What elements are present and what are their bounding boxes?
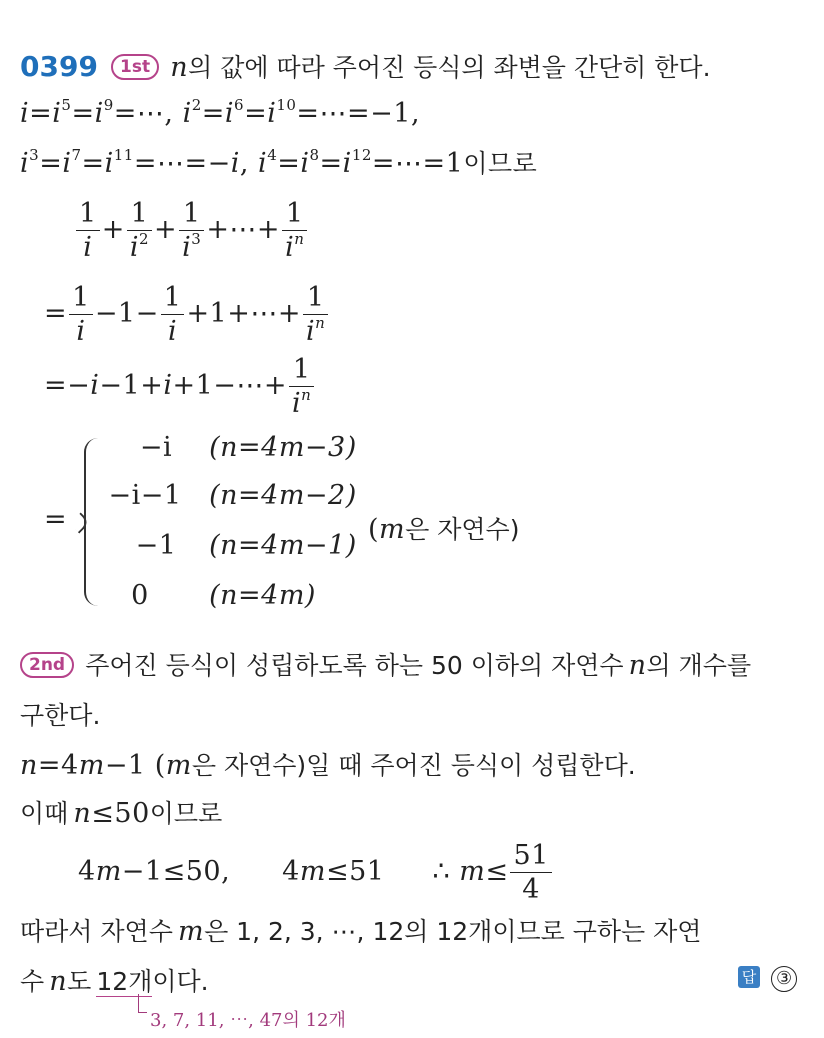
case-row-3: −1 (n=4m−1) bbox=[135, 530, 357, 561]
step1-badge: 1st bbox=[111, 54, 159, 80]
step1-text: 의 값에 따라 주어진 등식의 좌변을 간단히 한다. bbox=[188, 53, 711, 82]
condition-line: n=4m−1 (m은 자연수)일 때 주어진 등식이 성립한다. bbox=[20, 750, 636, 781]
note-pointer bbox=[138, 994, 147, 1013]
imeuro-text: 이므로 bbox=[463, 149, 538, 178]
sum-step-1: = $\frac{1}{i}$ −1− $\frac{1}{i}$ +1+⋯+ $\frac{1}{i^n}$ bbox=[44, 284, 330, 345]
sum-expression: $\frac{1}{i}$ + $\frac{1}{i^2}$ + $\frac{1}{i^3}$ +⋯+ $\frac{1}{i^n}$ bbox=[74, 200, 309, 261]
sum-step-2: =−i−1+i+1−⋯+ $\frac{1}{i^n}$ bbox=[44, 356, 316, 417]
final-answer bbox=[738, 966, 797, 992]
case-row-4: 0 (n=4m) bbox=[131, 580, 316, 611]
problem-number: 0399 bbox=[20, 50, 98, 83]
step2-line-2: 구한다. bbox=[20, 701, 101, 730]
powers-line-2: $i^3=i^7=i^{11}=\cdots=-i$, $i^4=i^8=i^{12}=\cdots=1$이므로 bbox=[20, 146, 538, 179]
conclusion-line-1: 따라서 자연수 m은 1, 2, 3, ⋯, 12의 12개이므로 구하는 자연 bbox=[20, 916, 702, 947]
step2-line-1: 2nd 주어진 등식이 성립하도록 하는 50 이하의 자연수 n의 개수를 bbox=[20, 646, 751, 682]
answer-count: 12개 bbox=[96, 967, 153, 996]
cases-equals: = bbox=[44, 504, 68, 535]
conclusion-line-2: 수 n도 12개이다. bbox=[20, 966, 209, 997]
answer-choice: ③ bbox=[771, 966, 797, 992]
bound-line: 이때 n≤50이므로 bbox=[20, 798, 223, 829]
case-row-2: −i−1 (n=4m−2) bbox=[108, 480, 357, 511]
cases-m-note: (m은 자연수) bbox=[368, 514, 520, 545]
powers-line-1: $i=i^5=i^9=\cdots$, $i^2=i^6=i^{10}=\cdots=-1$, bbox=[20, 96, 421, 129]
cases-brace bbox=[84, 438, 104, 606]
step2-badge: 2nd bbox=[20, 652, 74, 678]
inequality-line: 4m−1≤50, 4m≤51 ∴ m≤ $\frac{51}{4}$ bbox=[78, 842, 554, 903]
answer-icon: 답 bbox=[738, 966, 760, 988]
step1-var: n bbox=[170, 52, 189, 83]
case-row-1: −i (n=4m−3) bbox=[139, 432, 357, 463]
problem-header bbox=[20, 48, 711, 84]
note-text: 3, 7, 11, ⋯, 47의 12개 bbox=[150, 1010, 346, 1031]
